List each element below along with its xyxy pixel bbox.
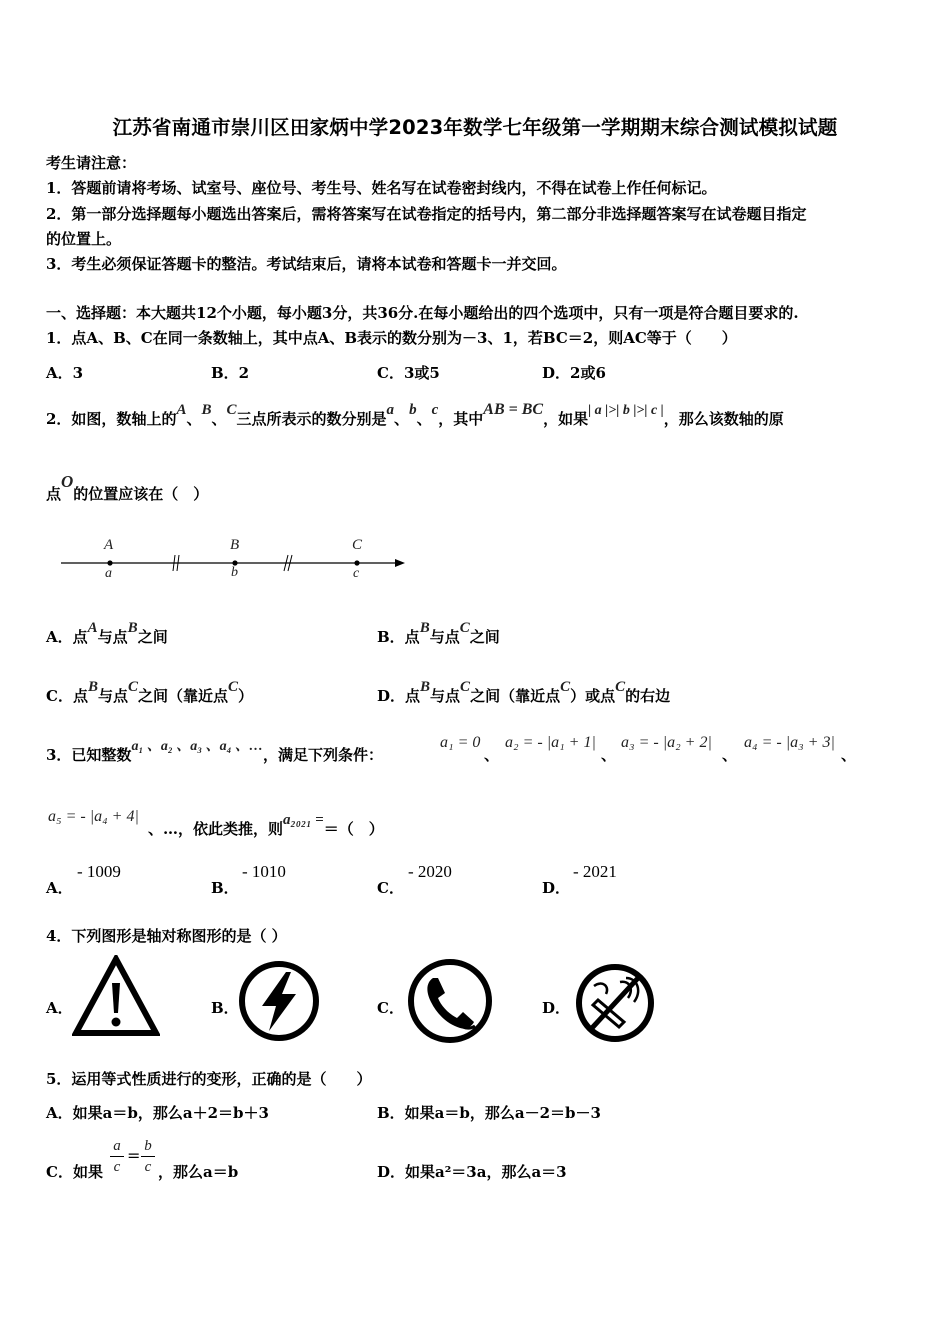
q3-sep-2: 、 <box>601 746 617 764</box>
question-3-option-b-value: - 1010 <box>242 862 286 881</box>
lightning-bolt-icon <box>236 958 322 1044</box>
question-5-option-d: D．如果a²＝3a，那么a＝3 <box>377 1163 567 1181</box>
q2-text-3: ，其中 <box>438 410 484 428</box>
q2-text-6: 点 <box>46 485 62 503</box>
question-5-option-a: A．如果a＝b，那么a＋2＝b＋3 <box>46 1104 269 1122</box>
q3-target: a₂₀₂₁ = <box>283 812 324 828</box>
q2-var-a: a <box>386 402 395 418</box>
q2-text-2: 三点所表示的数分别是 <box>236 410 387 428</box>
q3-condition-2: a₂ = - |a₁ + 1| <box>505 734 596 751</box>
question-5-stem: 5．运用等式性质进行的变形，正确的是（ ） <box>46 1070 372 1088</box>
section-heading: 一、选择题：本大题共12个小题，每小题3分，共36分.在每小题给出的四个选项中，只有一项是符合题目要求的. <box>46 304 799 322</box>
axis-label-B: B <box>230 537 240 553</box>
question-1-option-a: A．3 <box>46 364 84 382</box>
q2-var-c: c <box>431 402 439 418</box>
notice-item-1: 1．答题前请将考场、试室号、座位号、考生号、姓名写在试卷密封线内，不得在试卷上作任何标记。 <box>46 179 717 197</box>
fraction-a-over-c <box>110 1136 124 1177</box>
fraction-equals: = <box>127 1146 141 1165</box>
q3-sep-3: 、 <box>722 746 738 764</box>
question-2-stem: 2．如图，数轴上的A、B、C三点所表示的数分别是a、b、c，其中AB = BC，如果| a |>| b |>| c |，那么该数轴的原 <box>46 401 784 428</box>
fraction-numerator-a: a <box>110 1136 124 1157</box>
axis-label-c: c <box>353 566 360 581</box>
q3-text-2: ，满足下列条件： <box>262 746 383 764</box>
q2-text-4: ，如果 <box>543 410 589 428</box>
q2-text-1: 2．如图，数轴上的 <box>46 410 177 428</box>
point-a-dot <box>107 560 112 565</box>
question-3-stem <box>46 739 383 765</box>
q3-condition-4: a₄ = - |a₃ + 3| <box>744 734 835 751</box>
q2-var-a-point: A <box>176 402 187 418</box>
question-5-option-c-text: ，那么a＝b <box>158 1163 239 1181</box>
q2-ab-eq-bc: AB = BC <box>483 401 544 418</box>
point-c-dot <box>354 560 359 565</box>
q3-text-1: 3．已知整数 <box>46 746 132 764</box>
telephone-icon <box>405 956 495 1046</box>
question-3-option-c-value: - 2020 <box>408 862 452 881</box>
question-1-option-d: D．2或6 <box>542 364 606 382</box>
q3-condition-5: a₅ = - |a₄ + 4| <box>48 808 139 825</box>
question-1-stem: 1．点A、B、C在同一条数轴上，其中点A、B表示的数分别为－3、1，若BC＝2，则AC等于（ ） <box>46 329 737 347</box>
question-4-option-b: B． <box>211 999 239 1017</box>
question-3-option-a-value: - 1009 <box>77 862 121 881</box>
question-1-option-b: B．2 <box>211 364 250 382</box>
q3-condition-3: a₃ = - |a₂ + 2| <box>621 734 712 751</box>
fraction-numerator-b: b <box>141 1136 155 1157</box>
q3-sep-4: 、 <box>841 746 857 764</box>
notice-item-2: 2．第一部分选择题每小题选出答案后，需将答案写在试卷指定的括号内，第二部分非选择题答案写在试卷题目指定 <box>46 205 807 223</box>
question-4-stem: 4．下列图形是轴对称图形的是（ ） <box>46 927 287 945</box>
question-1-option-c: C．3或5 <box>377 364 440 382</box>
q2-abs-condition: | a |>| b |>| c | <box>588 403 664 418</box>
q3-sep-1: 、 <box>484 746 500 764</box>
q2-var-b: b <box>409 402 417 418</box>
axis-label-a: a <box>105 566 112 581</box>
question-5-option-c-label: C．如果 <box>46 1163 103 1181</box>
notice-heading: 考生请注意： <box>46 154 137 172</box>
axis-arrow <box>395 559 405 567</box>
question-4-option-a: A． <box>46 999 73 1017</box>
q3-sequence: a₁ 、a₂ 、a₃ 、a₄ 、… <box>131 739 263 754</box>
fraction-denominator-c: c <box>113 1159 121 1175</box>
q2-var-c-point: C <box>226 402 237 418</box>
axis-label-b: b <box>231 565 238 580</box>
question-3-option-c: C． <box>377 879 404 897</box>
axis-label-C: C <box>352 537 363 553</box>
q2-text-5: ，那么该数轴的原 <box>663 410 784 428</box>
question-4-option-c: C． <box>377 999 404 1017</box>
question-4-option-d: D． <box>542 999 571 1017</box>
question-3-option-a: A． <box>46 879 73 897</box>
question-2-option-b: B．点B与点C之间 <box>377 620 500 646</box>
no-smoking-icon <box>572 960 658 1046</box>
question-2-option-c: C．点B与点C之间（靠近点C） <box>46 679 254 705</box>
question-5-option-b: B．如果a＝b，那么a－2＝b－3 <box>377 1104 601 1122</box>
warning-triangle-icon <box>72 955 160 1037</box>
question-2-stem-cont <box>46 472 209 504</box>
q2-text-7: 的位置应该在（ ） <box>73 485 209 503</box>
fraction-denominator-c2: c <box>144 1159 152 1175</box>
notice-item-2-cont: 的位置上。 <box>46 230 122 248</box>
q2-var-b-point: B <box>201 402 212 418</box>
question-3-option-d: D． <box>542 879 571 897</box>
q3-text-3: 、…，依此类推，则 <box>148 820 284 838</box>
question-3-stem-cont <box>148 812 384 839</box>
question-2-option-d: D．点B与点C之间（靠近点C）或点C的右边 <box>377 679 671 705</box>
q3-condition-1: a₁ = 0 <box>440 734 481 751</box>
question-3-option-b: B． <box>211 879 239 897</box>
fraction-b-over-c <box>141 1136 155 1177</box>
page-title: 江苏省南通市崇川区田家炳中学2023年数学七年级第一学期期末综合测试模拟试题 <box>112 116 838 139</box>
q2-var-o: O <box>61 472 74 491</box>
notice-item-3: 3．考生必须保证答题卡的整洁。考试结束后，请将本试卷和答题卡一并交回。 <box>46 255 567 273</box>
question-3-option-d-value: - 2021 <box>573 862 617 881</box>
q3-text-4: ＝（ ） <box>323 820 384 838</box>
question-2-option-a: A．点A与点B之间 <box>46 620 168 646</box>
axis-label-A: A <box>104 537 114 553</box>
